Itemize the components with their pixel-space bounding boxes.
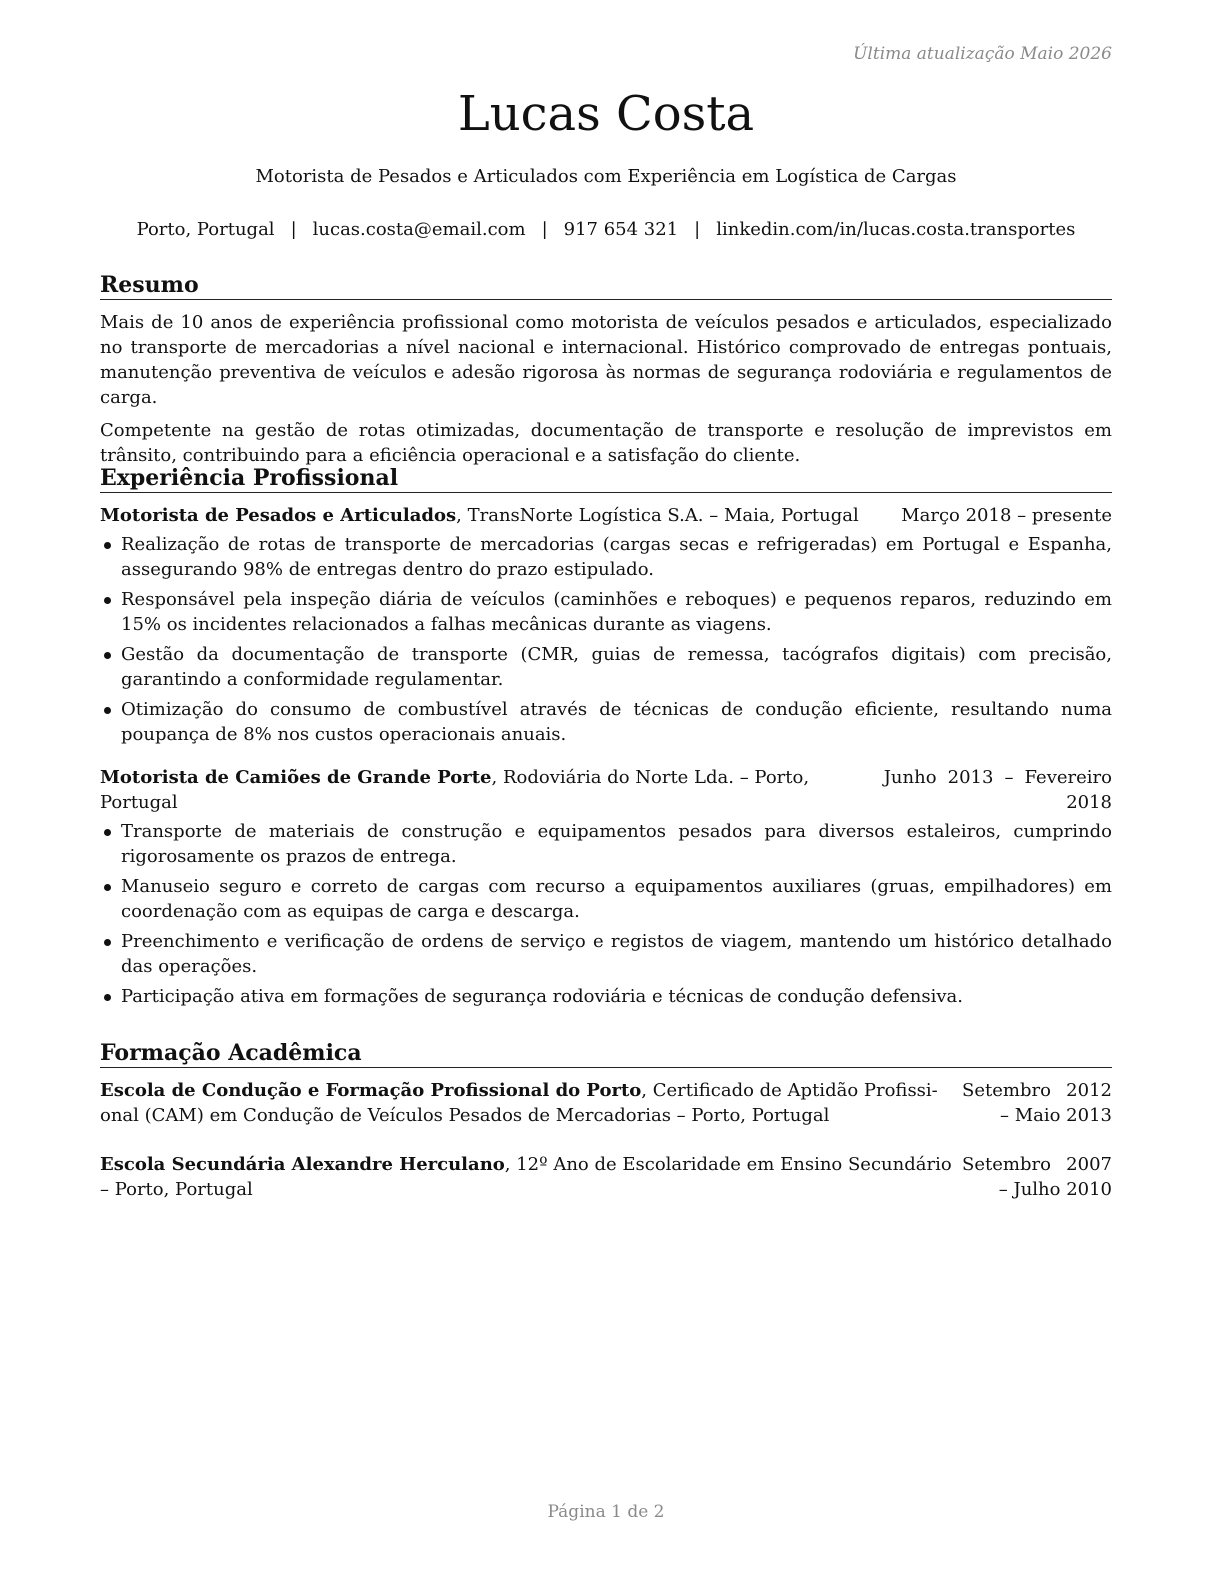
summary-paragraph: Mais de 10 anos de experiência profissional como motorista de veículos pesados e articulados, especializado no transporte de mercadorias a nível nacional e internacional. Histórico comprovado de entregas pontuais, manutenção preventiva de veículos e adesão rigorosa às normas de segurança rodoviária e regulamentos de carga. bbox=[100, 312, 1112, 408]
experience-section bbox=[100, 464, 1112, 1014]
headline: Motorista de Pesados e Articulados com Experiência em Logística de Cargas bbox=[255, 166, 957, 187]
page-number: Página 1 de 2 bbox=[547, 1502, 665, 1522]
education-school: Escola de Condução e Formação Profissional do Porto bbox=[100, 1080, 642, 1101]
education-detail: , Certificado de Aptidão Profissi- onal (CAM) em Condução de Veículos Pesados de Mercadorias – Porto, Portugal bbox=[100, 1080, 938, 1126]
job-dates: Junho 2013 – Fevereiro 2018 bbox=[883, 767, 1112, 813]
job-dates: Março 2018 – presente bbox=[901, 505, 1112, 526]
summary-paragraph: Competente na gestão de rotas otimizadas, documentação de transporte e resolução de imprevistos em trânsito, contribuindo para a eficiência operacional e a satisfação do cliente. bbox=[100, 420, 1112, 466]
contact-separator: | bbox=[694, 219, 701, 240]
contact-separator: | bbox=[290, 219, 297, 240]
education-dates: Setembro 2007 – Julho 2010 bbox=[962, 1154, 1112, 1200]
contact-linkedin[interactable]: linkedin.com/in/lucas.costa.transportes bbox=[716, 219, 1076, 240]
candidate-name: Lucas Costa bbox=[457, 86, 755, 142]
contact-separator: | bbox=[541, 219, 548, 240]
job-bullet: Otimização do consumo de combustível através de técnicas de condução eficiente, resultando numa poupança de 8% nos custos operacionais anuais. bbox=[100, 697, 1112, 747]
contact-email[interactable]: lucas.costa@email.com bbox=[312, 219, 526, 240]
job-bullet: Preenchimento e verificação de ordens de serviço e registos de viagem, mantendo um histórico detalhado das operações. bbox=[100, 929, 1112, 979]
job-header bbox=[100, 503, 1112, 528]
contact-line bbox=[100, 219, 1112, 240]
section-title-experience: Experiência Profissional bbox=[100, 464, 1112, 493]
education-detail: , 12º Ano de Escolaridade em Ensino Secundário – Porto, Portugal bbox=[100, 1154, 952, 1200]
contact-location: Porto, Portugal bbox=[136, 219, 275, 240]
job-role: Motorista de Pesados e Articulados bbox=[100, 505, 457, 526]
job-bullet: Participação ativa em formações de segurança rodoviária e técnicas de condução defensiva. bbox=[100, 984, 1112, 1009]
job-entry bbox=[100, 765, 1112, 1009]
job-bullet: Responsável pela inspeção diária de veículos (caminhões e reboques) e pequenos reparos, reduzindo em 15% os incidentes relacionados a falhas mecânicas durante as viagens. bbox=[100, 587, 1112, 637]
last-updated: Última atualização Maio 2026 bbox=[853, 44, 1112, 64]
job-employer: , Rodoviária do Norte Lda. – Porto, Portugal bbox=[100, 767, 810, 813]
summary-section bbox=[100, 271, 1112, 476]
job-bullet: Transporte de materiais de construção e equipamentos pesados para diversos estaleiros, cumprindo rigorosamente os prazos de entrega. bbox=[100, 819, 1112, 869]
resume-page bbox=[100, 0, 1112, 1584]
job-employer: , TransNorte Logística S.A. – Maia, Portugal bbox=[456, 505, 859, 526]
job-bullet: Realização de rotas de transporte de mercadorias (cargas secas e refrigeradas) em Portugal e Espanha, assegurando 98% de entregas dentro do prazo estipulado. bbox=[100, 532, 1112, 582]
education-school: Escola Secundária Alexandre Herculano bbox=[100, 1154, 505, 1175]
section-title-education: Formação Acadêmica bbox=[100, 1039, 1112, 1068]
education-entry bbox=[100, 1152, 1112, 1202]
job-bullets bbox=[100, 532, 1112, 747]
education-section bbox=[100, 1039, 1112, 1202]
education-dates: Setembro 2012 – Maio 2013 bbox=[962, 1080, 1112, 1126]
job-header bbox=[100, 765, 1112, 815]
job-role: Motorista de Camiões de Grande Porte bbox=[100, 767, 492, 788]
job-entry bbox=[100, 503, 1112, 747]
job-bullet: Manuseio seguro e correto de cargas com recurso a equipamentos auxiliares (gruas, empilhadores) em coordenação com as equipas de carga e descarga. bbox=[100, 874, 1112, 924]
job-bullets bbox=[100, 819, 1112, 1009]
job-bullet: Gestão da documentação de transporte (CMR, guias de remessa, tacógrafos digitais) com precisão, garantindo a conformidade regulamentar. bbox=[100, 642, 1112, 692]
education-entry bbox=[100, 1078, 1112, 1128]
contact-phone: 917 654 321 bbox=[563, 219, 679, 240]
section-title-summary: Resumo bbox=[100, 271, 1112, 300]
